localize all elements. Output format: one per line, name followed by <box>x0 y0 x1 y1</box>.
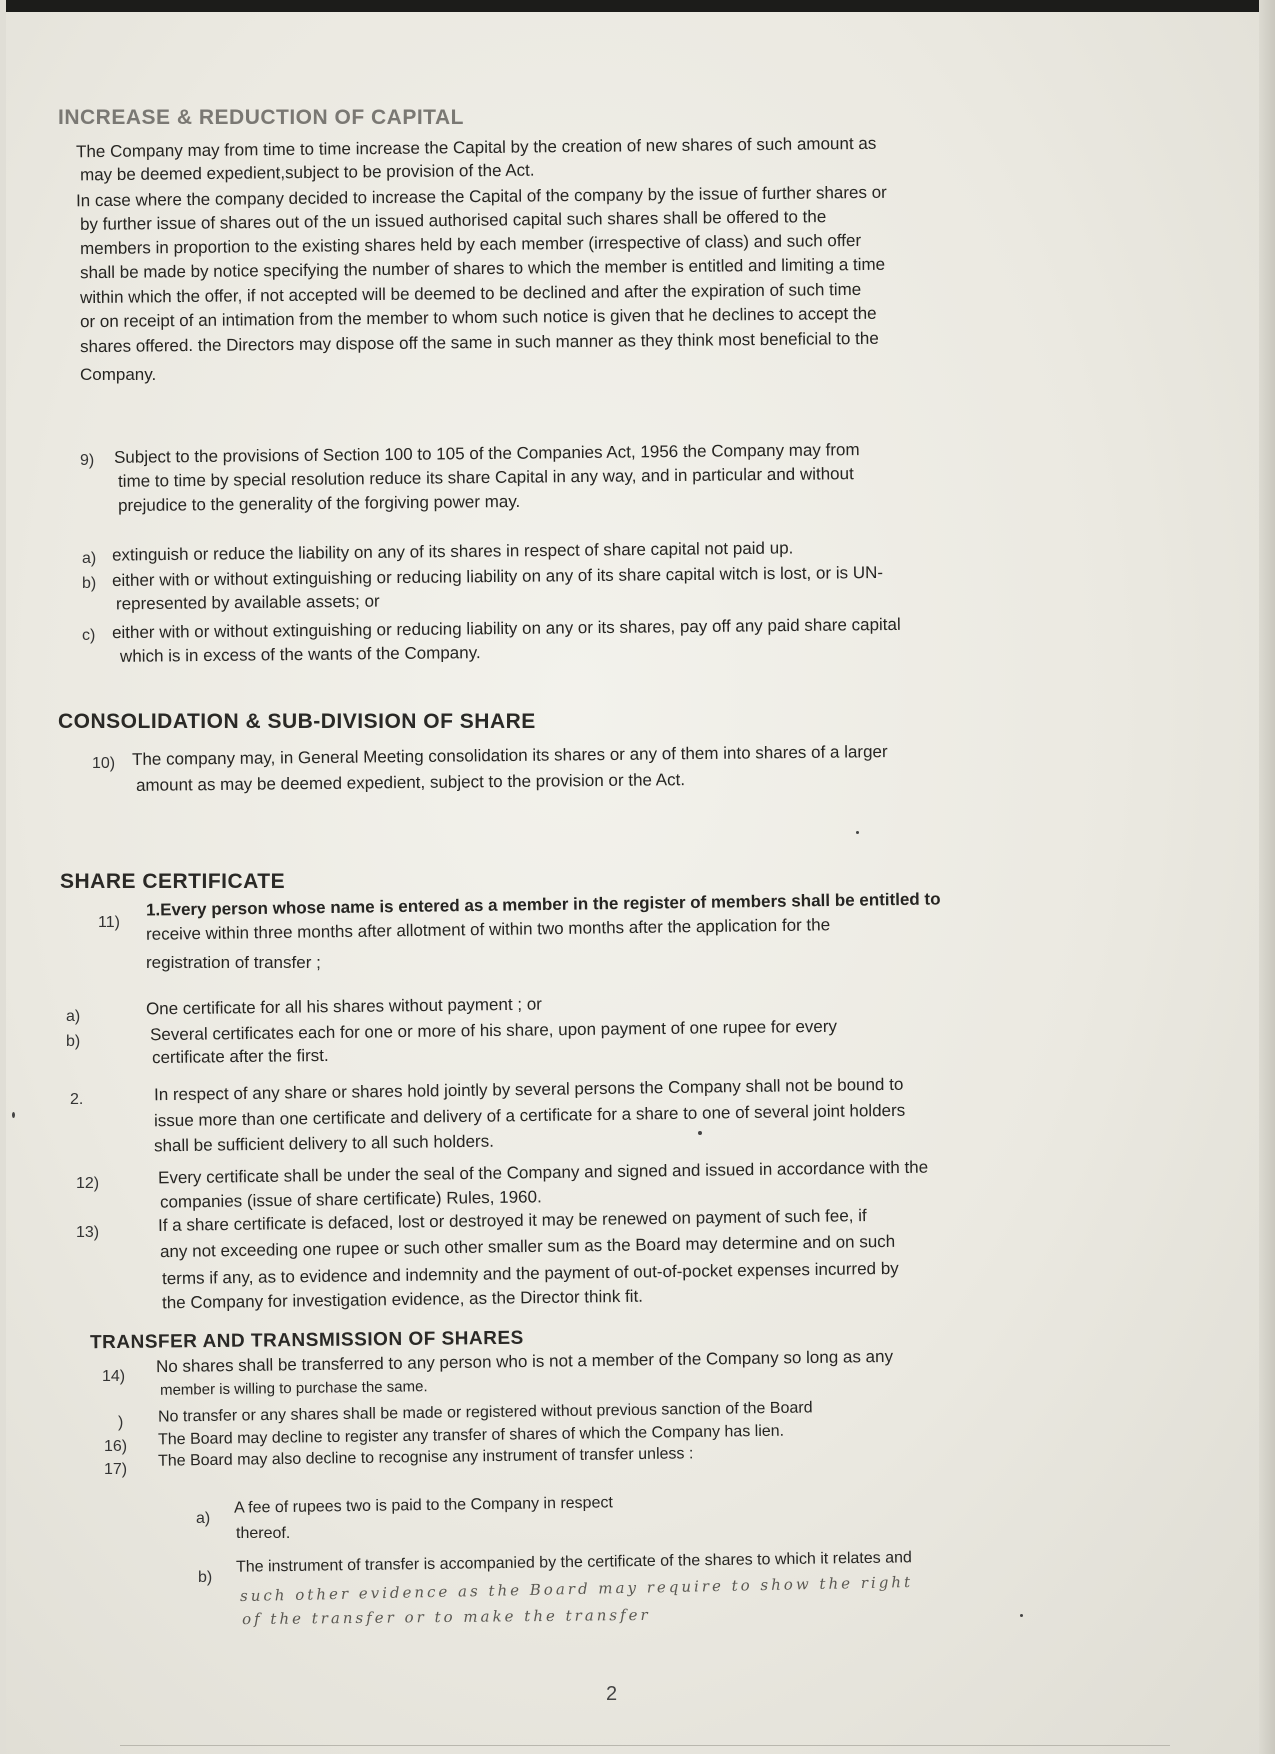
text-line: the Company for investigation evidence, as the Director think fit. <box>161 1286 644 1313</box>
text-line: If a share certificate is defaced, lost or destroyed it may be renewed on payment of such fee, if <box>157 1206 867 1235</box>
handwritten-annotation-line: such other evidence as the Board may require to show the right <box>239 1572 914 1606</box>
text-line: The Board may decline to register any transfer of shares of which the Company has lien. <box>157 1422 785 1449</box>
text-line: by further issue of shares out of the un issued authorised capital such shares shall be offered to the <box>79 207 827 234</box>
text-line: shall be made by notice specifying the number of shares to which the member is entitled and limiting a time <box>79 254 886 283</box>
item-label: 2. <box>70 1091 84 1108</box>
clause-number: 9) <box>80 452 95 469</box>
item-label: a) <box>82 550 97 567</box>
item-label: 13) <box>76 1224 100 1241</box>
item-label: b) <box>198 1569 213 1586</box>
text-line: receive within three months after allotment of within two months after the application for the <box>145 915 831 944</box>
text-line: may be deemed expedient,subject to be provision of the Act. <box>79 160 535 185</box>
text-line: registration of transfer ; <box>146 953 321 972</box>
text-line: or on receipt of an intimation from the member to whom such notice is given that he declines to accept the <box>79 303 877 332</box>
item-label: c) <box>82 627 96 644</box>
text-line: No transfer or any shares shall be made or registered without previous sanction of the Board <box>157 1399 813 1426</box>
text-line: One certificate for all his shares without payment ; or <box>145 994 543 1019</box>
text-line: either with or without extinguishing or reducing liability on any of its share capital witch is lost, or is UN- <box>111 562 884 591</box>
text-line: The instrument of transfer is accompanied by the certificate of the shares to which it relates and <box>235 1549 912 1576</box>
scan-bottom-line <box>120 1745 1170 1746</box>
item-label: 16) <box>104 1438 128 1455</box>
text-line: Every certificate shall be under the seal of the Company and signed and issued in accordance with the <box>157 1157 929 1188</box>
text-line: members in proportion to the existing shares held by each member (irrespective of class) and such offer <box>79 230 862 259</box>
item-label: 17) <box>104 1461 128 1478</box>
text-line: which is in excess of the wants of the Company. <box>119 643 481 666</box>
text-line: within which the offer, if not accepted will be deemed to be declined and after the expiration of such time <box>79 279 862 308</box>
item-label: a) <box>196 1510 211 1527</box>
text-line: A fee of rupees two is paid to the Company in respect <box>233 1494 613 1517</box>
handwritten-annotation-line: of the transfer or to make the transfer <box>241 1605 651 1629</box>
clause-number: 11) <box>98 914 120 931</box>
heading-transfer-transmission: TRANSFER AND TRANSMISSION OF SHARES <box>89 1327 524 1354</box>
text-line: either with or without extinguishing or reducing liability on any or its shares, pay off any paid share capital <box>111 614 901 643</box>
text-line: companies (issue of share certificate) Rules, 1960. <box>159 1187 542 1212</box>
text-line: represented by available assets; or <box>115 591 380 614</box>
item-label: 12) <box>76 1175 100 1192</box>
text-line: The company may, in General Meeting consolidation its shares or any of them into shares of a larger <box>131 742 888 769</box>
text-line: shall be sufficient delivery to all such holders. <box>153 1131 494 1156</box>
text-line: The Board may also decline to recognise any instrument of transfer unless : <box>157 1445 694 1470</box>
heading-consolidation-subdivision: CONSOLIDATION & SUB-DIVISION OF SHARE <box>58 710 536 733</box>
text-line: terms if any, as to evidence and indemnity and the payment of out-of-pocket expenses incurred by <box>161 1258 899 1289</box>
text-line: shares offered. the Directors may dispose off the same in such manner as they think most beneficial to the <box>79 328 879 357</box>
heading-increase-reduction-capital: INCREASE & REDUCTION OF CAPITAL <box>58 106 464 129</box>
item-label: ) <box>118 1414 124 1431</box>
item-label: b) <box>82 575 97 592</box>
item-label: a) <box>66 1008 81 1025</box>
text-line: In respect of any share or shares hold jointly by several persons the Company shall not be bound to <box>153 1074 904 1105</box>
text-line: No shares shall be transferred to any person who is not a member of the Company so long as any <box>155 1346 894 1377</box>
text-line: Company. <box>80 365 157 384</box>
clause-number: 10) <box>92 755 116 772</box>
text-line: issue more than one certificate and delivery of a certificate for a share to one of several joint holders <box>153 1100 906 1131</box>
scan-speck <box>856 831 859 834</box>
text-line: certificate after the first. <box>151 1045 329 1068</box>
text-line: prejudice to the generality of the forgiving power may. <box>117 491 521 516</box>
heading-share-certificate: SHARE CERTIFICATE <box>60 870 286 893</box>
text-line: extinguish or reduce the liability on any of its shares in respect of share capital not paid up. <box>111 538 794 565</box>
text-line: time to time by special resolution reduce its share Capital in any way, and in particular and without <box>117 464 854 491</box>
text-line: In case where the company decided to increase the Capital of the company by the issue of further shares or <box>75 182 887 211</box>
text-line: thereof. <box>236 1525 291 1542</box>
scan-speck <box>12 1112 15 1118</box>
text-line: The Company may from time to time increase the Capital by the creation of new shares of such amount as <box>75 133 877 162</box>
text-line: member is willing to purchase the same. <box>159 1378 428 1399</box>
scan-speck <box>1020 1614 1023 1617</box>
page-number: 2 <box>606 1683 618 1705</box>
text-line: Subject to the provisions of Section 100 to 105 of the Companies Act, 1956 the Company may from <box>113 440 860 467</box>
text-line: any not exceeding one rupee or such other smaller sum as the Board may determine and on such <box>159 1231 896 1262</box>
text-line: 1.Every person whose name is entered as a member in the register of members shall be entitled to <box>145 889 941 920</box>
text-line: Several certificates each for one or more of his share, upon payment of one rupee for every <box>149 1016 838 1045</box>
scan-speck <box>698 1131 702 1135</box>
text-line: amount as may be deemed expedient, subject to the provision or the Act. <box>135 770 686 795</box>
item-label: 14) <box>102 1368 126 1385</box>
item-label: b) <box>66 1033 81 1050</box>
